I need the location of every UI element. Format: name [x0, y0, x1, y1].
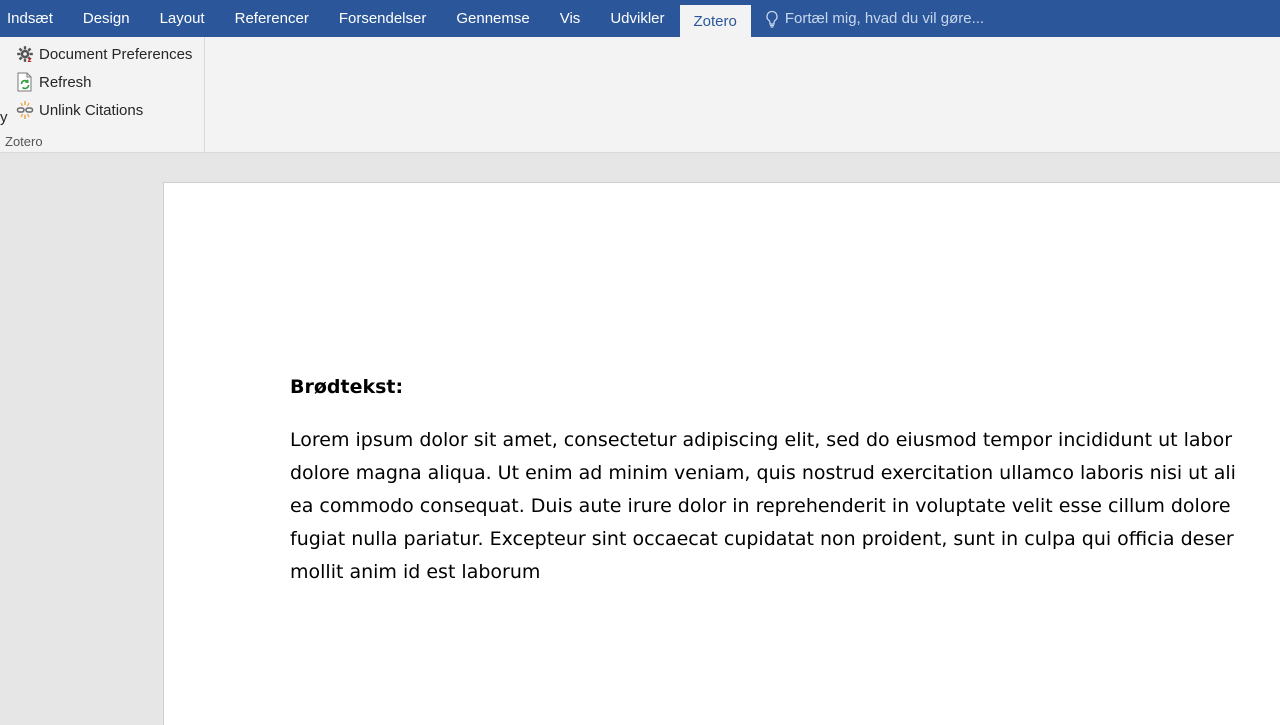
tab-forsendelser[interactable]: Forsendelser [338, 10, 427, 27]
tab-design[interactable]: Design [82, 10, 130, 27]
tab-indsaet[interactable]: Indsæt [7, 10, 53, 27]
unlink-icon [15, 100, 35, 120]
tell-me-placeholder: Fortæl mig, hvad du vil gøre... [784, 10, 985, 27]
tell-me-search[interactable] [765, 10, 984, 28]
refresh-label: Refresh [39, 73, 92, 91]
body-line: ea commodo consequat. Duis aute irure dolor in reprehenderit in voluptate velit esse cillum dolore [290, 495, 1231, 517]
document-heading[interactable]: Brødtekst: [290, 376, 404, 398]
document-canvas [0, 154, 1280, 725]
tab-referencer[interactable]: Referencer [234, 10, 309, 27]
document-body[interactable] [290, 424, 1280, 589]
tab-udvikler[interactable]: Udvikler [610, 10, 665, 27]
document-page[interactable] [163, 182, 1280, 725]
body-line: dolore magna aliqua. Ut enim ad minim veniam, quis nostrud exercitation ullamco laboris nisi ut ali [290, 462, 1236, 484]
body-line: mollit anim id est laborum [290, 561, 541, 583]
zotero-group [0, 37, 205, 152]
body-line: Lorem ipsum dolor sit amet, consectetur adipiscing elit, sed do eiusmod tempor incididunt ut labor [290, 429, 1233, 451]
tab-layout[interactable]: Layout [159, 10, 205, 27]
svg-text:z: z [27, 56, 32, 63]
zotero-group-label: Zotero [5, 134, 43, 149]
unlink-citations-button[interactable] [15, 98, 143, 122]
tab-gennemse[interactable]: Gennemse [456, 10, 530, 27]
document-preferences-button[interactable] [15, 42, 192, 66]
tab-zotero[interactable]: Zotero [680, 5, 751, 37]
ribbon-tab-bar [0, 0, 1280, 37]
body-line: fugiat nulla pariatur. Excepteur sint occaecat cupidatat non proident, sunt in culpa qui officia deser [290, 528, 1234, 550]
document-preferences-label: Document Preferences [39, 45, 193, 63]
ribbon-panel [0, 37, 1280, 153]
refresh-icon [15, 72, 35, 92]
clipped-ribbon-text: y [0, 109, 8, 126]
refresh-button[interactable] [15, 70, 92, 94]
unlink-citations-label: Unlink Citations [39, 101, 144, 119]
gear-icon [15, 44, 35, 64]
tab-vis[interactable]: Vis [559, 10, 581, 27]
lightbulb-icon [765, 10, 779, 28]
